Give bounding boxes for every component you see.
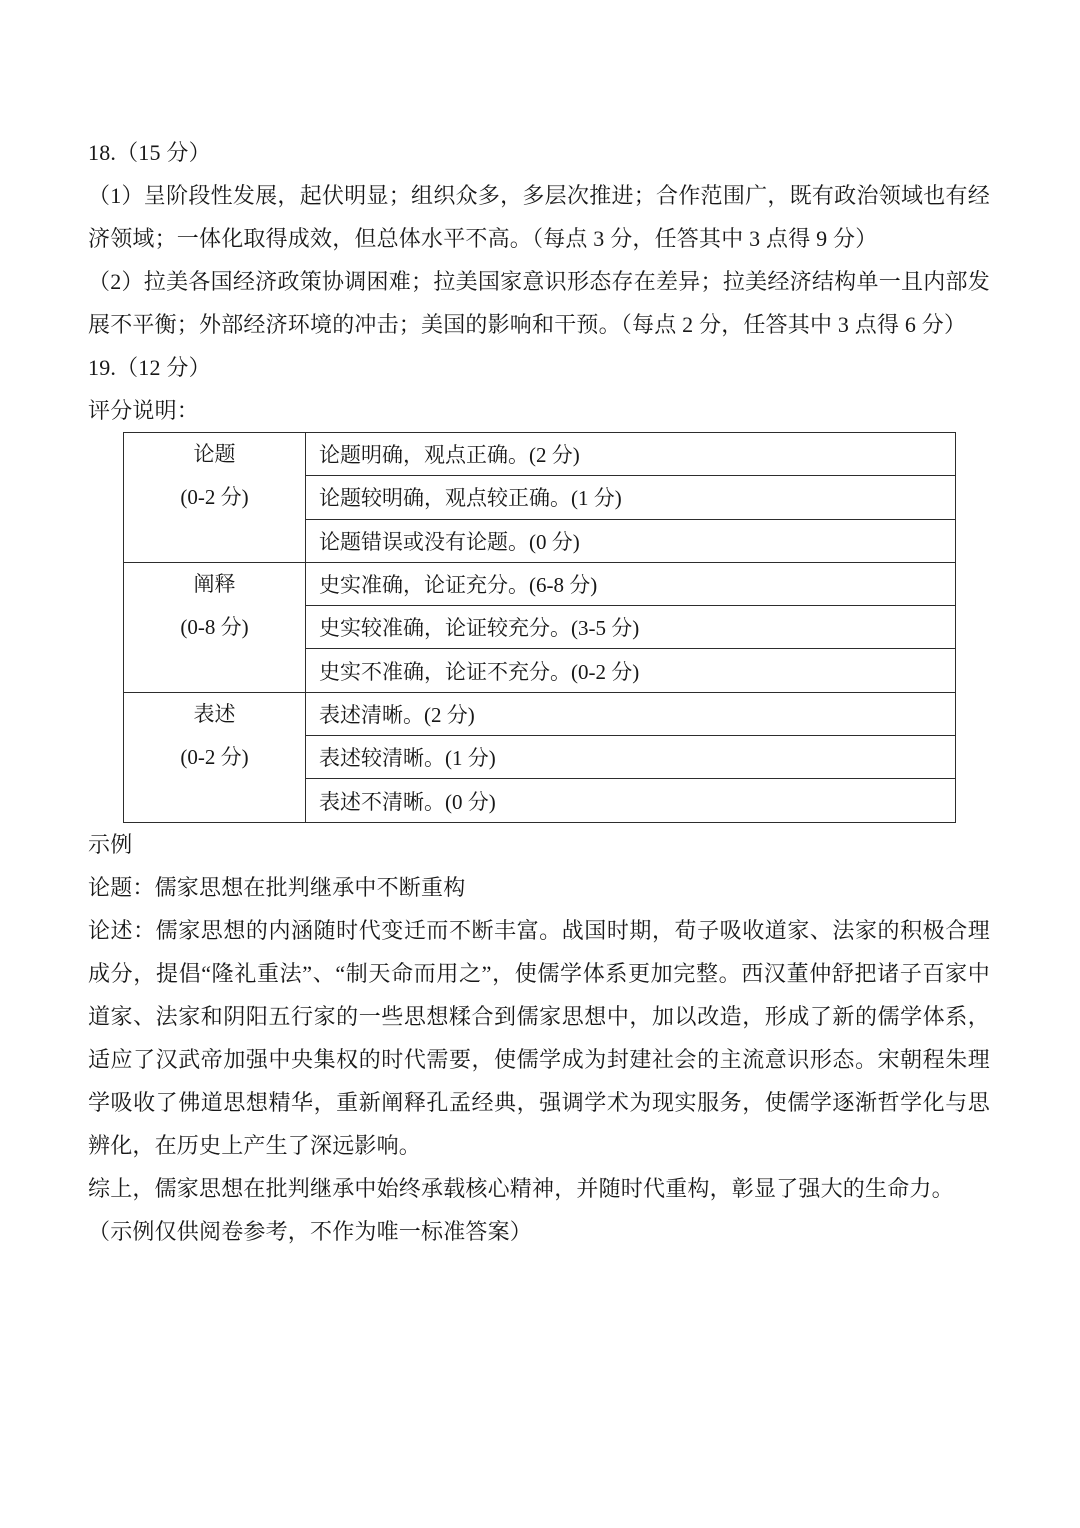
example-label: 示例 (88, 831, 133, 857)
scoring-label: 评分说明： (88, 398, 200, 423)
rubric-row (124, 562, 956, 605)
rubric-category-name: 论题 (193, 442, 236, 466)
rubric-row (124, 433, 956, 476)
answer-key-content (88, 131, 990, 1253)
rubric-category-name: 阐释 (193, 571, 236, 596)
q18-answer-2: （2）拉美各国经济政策协调困难；拉美国家意识形态存在差异；拉美经济结构单一且内部发展不平衡；外部经济环境的冲击；美国的影响和干预。（每点 2 分，任答其中 3 点得 6 分） (88, 269, 990, 337)
rubric-criterion-cell: 表述较清晰。(1 分) (306, 736, 956, 779)
rubric-criterion-cell: 论题错误或没有论题。(0 分) (306, 519, 956, 562)
rubric-criterion-cell: 表述不清晰。(0 分) (306, 779, 956, 822)
rubric-category-range: (0-2 分) (180, 745, 249, 770)
example-note: （示例仅供阅卷参考，不作为唯一标准答案） (88, 1218, 533, 1244)
q19-heading: 19.（12 分） (88, 355, 211, 380)
q18-heading: 18.（15 分） (88, 140, 211, 165)
rubric-category-name: 表述 (193, 701, 236, 726)
rubric-category-explanation (124, 562, 306, 692)
rubric-criterion-cell: 史实不准确，论证不充分。(0-2 分) (306, 649, 956, 692)
example-discussion: 论述：儒家思想的内涵随时代变迁而不断丰富。战国时期，荀子吸收道家、法家的积极合理成分，提倡“隆礼重法”、“制天命而用之”，使儒学体系更加完整。西汉董仲舒把诸子百家中道家、法家和阴阳五行家的一些思想糅合到儒家思想中，加以改造，形成了新的儒学体系，适应了汉武帝加强中央集权的时代需要，使儒学成为封建社会的主流意识形态。宋朝程朱理学吸收了佛道思想精华，重新阐释孔孟经典，强调学术为现实服务，使儒学逐渐哲学化与思辨化，在历史上产生了深远影响。 (88, 917, 990, 1158)
rubric-category-expression (124, 692, 306, 822)
rubric-criterion-cell: 论题明确，观点正确。(2 分) (306, 433, 956, 476)
q18-answer-1: （1）呈阶段性发展，起伏明显；组织众多，多层次推进；合作范围广，既有政治领域也有经济领域；一体化取得成效，但总体水平不高。（每点 3 分，任答其中 3 点得 9 分） (88, 183, 990, 251)
example-thesis: 论题：儒家思想在批判继承中不断重构 (88, 874, 466, 900)
rubric-criterion-cell: 表述清晰。(2 分) (306, 692, 956, 735)
rubric-category-thesis (124, 433, 306, 563)
scoring-rubric-table (123, 432, 956, 823)
example-conclusion: 综上，儒家思想在批判继承中始终承载核心精神，并随时代重构，彰显了强大的生命力。 (88, 1175, 954, 1201)
rubric-row (124, 692, 956, 735)
rubric-criterion-cell: 论题较明确，观点较正确。(1 分) (306, 476, 956, 519)
rubric-category-range: (0-2 分) (180, 485, 249, 510)
rubric-criterion-cell: 史实准确，论证充分。(6-8 分) (306, 562, 956, 605)
rubric-criterion-cell: 史实较准确，论证较充分。(3-5 分) (306, 606, 956, 649)
rubric-category-range: (0-8 分) (180, 615, 249, 640)
